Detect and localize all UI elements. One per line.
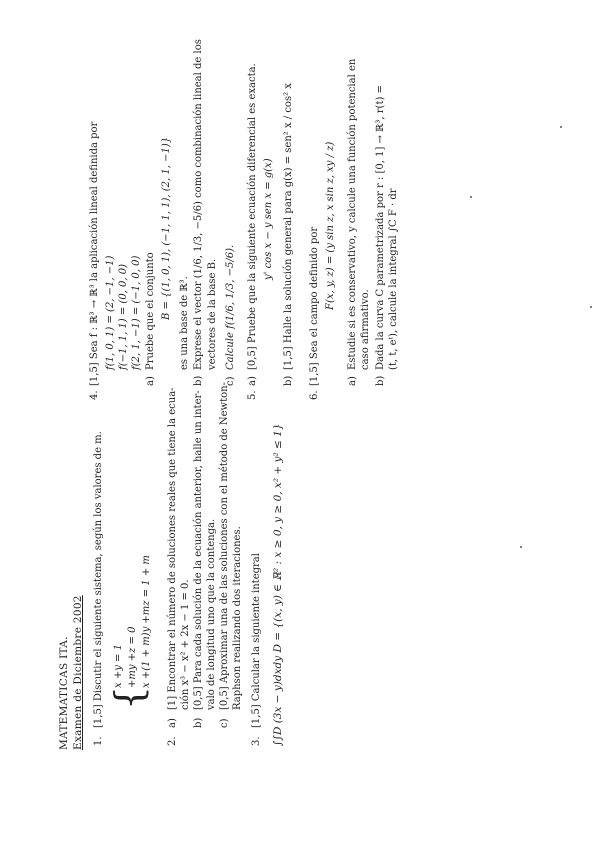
system-equation-3: x +(1 + m)y +mz = 1 + m [141,555,152,688]
double-integral: ∫∫D (3x − y)dxdy D = {(x, y) ∈ ℝ² : x ≥ 0, y ≥ 0, x² + y² ≤ 1} [272,423,284,746]
problem-4c-text: Calcule f(1/6, 1/3, −5/6). [225,244,236,370]
system-brace: { [107,685,151,710]
problem-6a-line-1: Estudie si es conservativo, y calcule una función potencial en [347,58,358,370]
problem-6a-line-2: caso afirmativo. [360,289,371,370]
problem-2c-line-2: Raphson realizando dos iteraciones. [232,526,243,710]
differential-equation: y' cos x − y sen x = g(x) [263,158,274,280]
problem-1-text: [1,5] Discutir el siguiente sistema, según los valores de m. [93,431,104,728]
problem-2a-label: a) [167,718,178,728]
problem-2b-line-2: valo de longitud uno que la contenga. [206,518,217,710]
exam-subtitle: Examen de Diciembre 2002 [72,595,84,750]
problem-4a-label: a) [145,376,156,386]
problem-4-number: 4. [89,390,100,400]
linear-map-3: f(2, 1, −1) = (−1, 0, 0) [131,255,142,370]
system-equation-2: +my +z = 0 [127,626,138,688]
problem-2c-label: c) [219,718,230,728]
problem-6a-label: a) [347,376,358,386]
system-equation-1: x +y = 1 [113,644,124,688]
scan-speck [590,306,592,308]
problem-6-number: 6. [309,390,320,400]
problem-4a-text: Pruebe que el conjunto [145,252,156,370]
problem-4-intro: [1,5] Sea f : ℝ³ → ℝ³ la aplicación lineal definida por [89,121,100,386]
scan-speck [470,196,472,198]
problem-4c-label: c) [225,376,236,386]
problem-2b-line-1: [0,5] Para cada solución de la ecuación anterior, halle un inter- [193,390,204,710]
scan-speck [560,126,562,128]
problem-6b-line-2: (t, t, eᵗ), calcule la integral ∫C F · dr [388,188,399,370]
exam-title: MATEMATICAS ITA. [58,636,70,750]
problem-2a-line-2: ción x³ − x² + 2x − 1 = 0. [180,579,191,710]
problem-1-number: 1. [93,736,104,746]
linear-map-2: f(−1, 1, 1) = (0, 0, 0) [118,263,129,370]
problem-2c-line-1: [0,5] Aproximar una de las soluciones con el método de Newton- [219,382,230,710]
problem-5b-label: b) [283,375,294,386]
problem-5-number: 5. [247,390,258,400]
linear-map-1: f(1, 0, 1) = (2, −1, −1) [105,255,116,370]
problem-4b-line-1: Exprese el vector (1/6, 1/3, −5/6) como combinación lineal de los [193,39,204,370]
problem-4b-label: b) [193,375,204,386]
problem-5b-text: [1,5] Halle la solución general para g(x) = sen² x / cos² x [283,83,294,370]
problem-2b-label: b) [193,717,204,728]
left-column [0,382,612,756]
problem-6b-label: b) [375,375,386,386]
problem-2a-line-1: [1] Encontrar el número de soluciones reales que tiene la ecua- [167,387,178,710]
problem-5a-text: [0,5] Pruebe que la siguiente ecuación diferencial es exacta. [247,63,258,370]
problem-6b-line-1: Dada la curva C parametrizada por r : [0, 1] → ℝ³, r(t) = [375,85,386,370]
basis-conclusion: es una base de ℝ³. [179,276,190,370]
vector-field: F(x, y, z) = (y sin z, x sin z, xy / z) [325,141,336,310]
problem-6-intro: [1,5] Sea el campo definido por [309,226,320,386]
problem-2-number: 2. [167,736,178,746]
problem-3-text: [1,5] Calcular la siguiente integral [251,553,262,728]
right-column [0,35,612,400]
problem-3-number: 3. [251,736,262,746]
problem-5a-label: a) [247,376,258,386]
basis-set: B = {(1, 0, 1), (−1, 1, 1), (2, 1, −1)} [161,136,172,320]
scan-speck [520,546,522,548]
problem-4b-line-2: vectores de la base B. [207,258,218,370]
